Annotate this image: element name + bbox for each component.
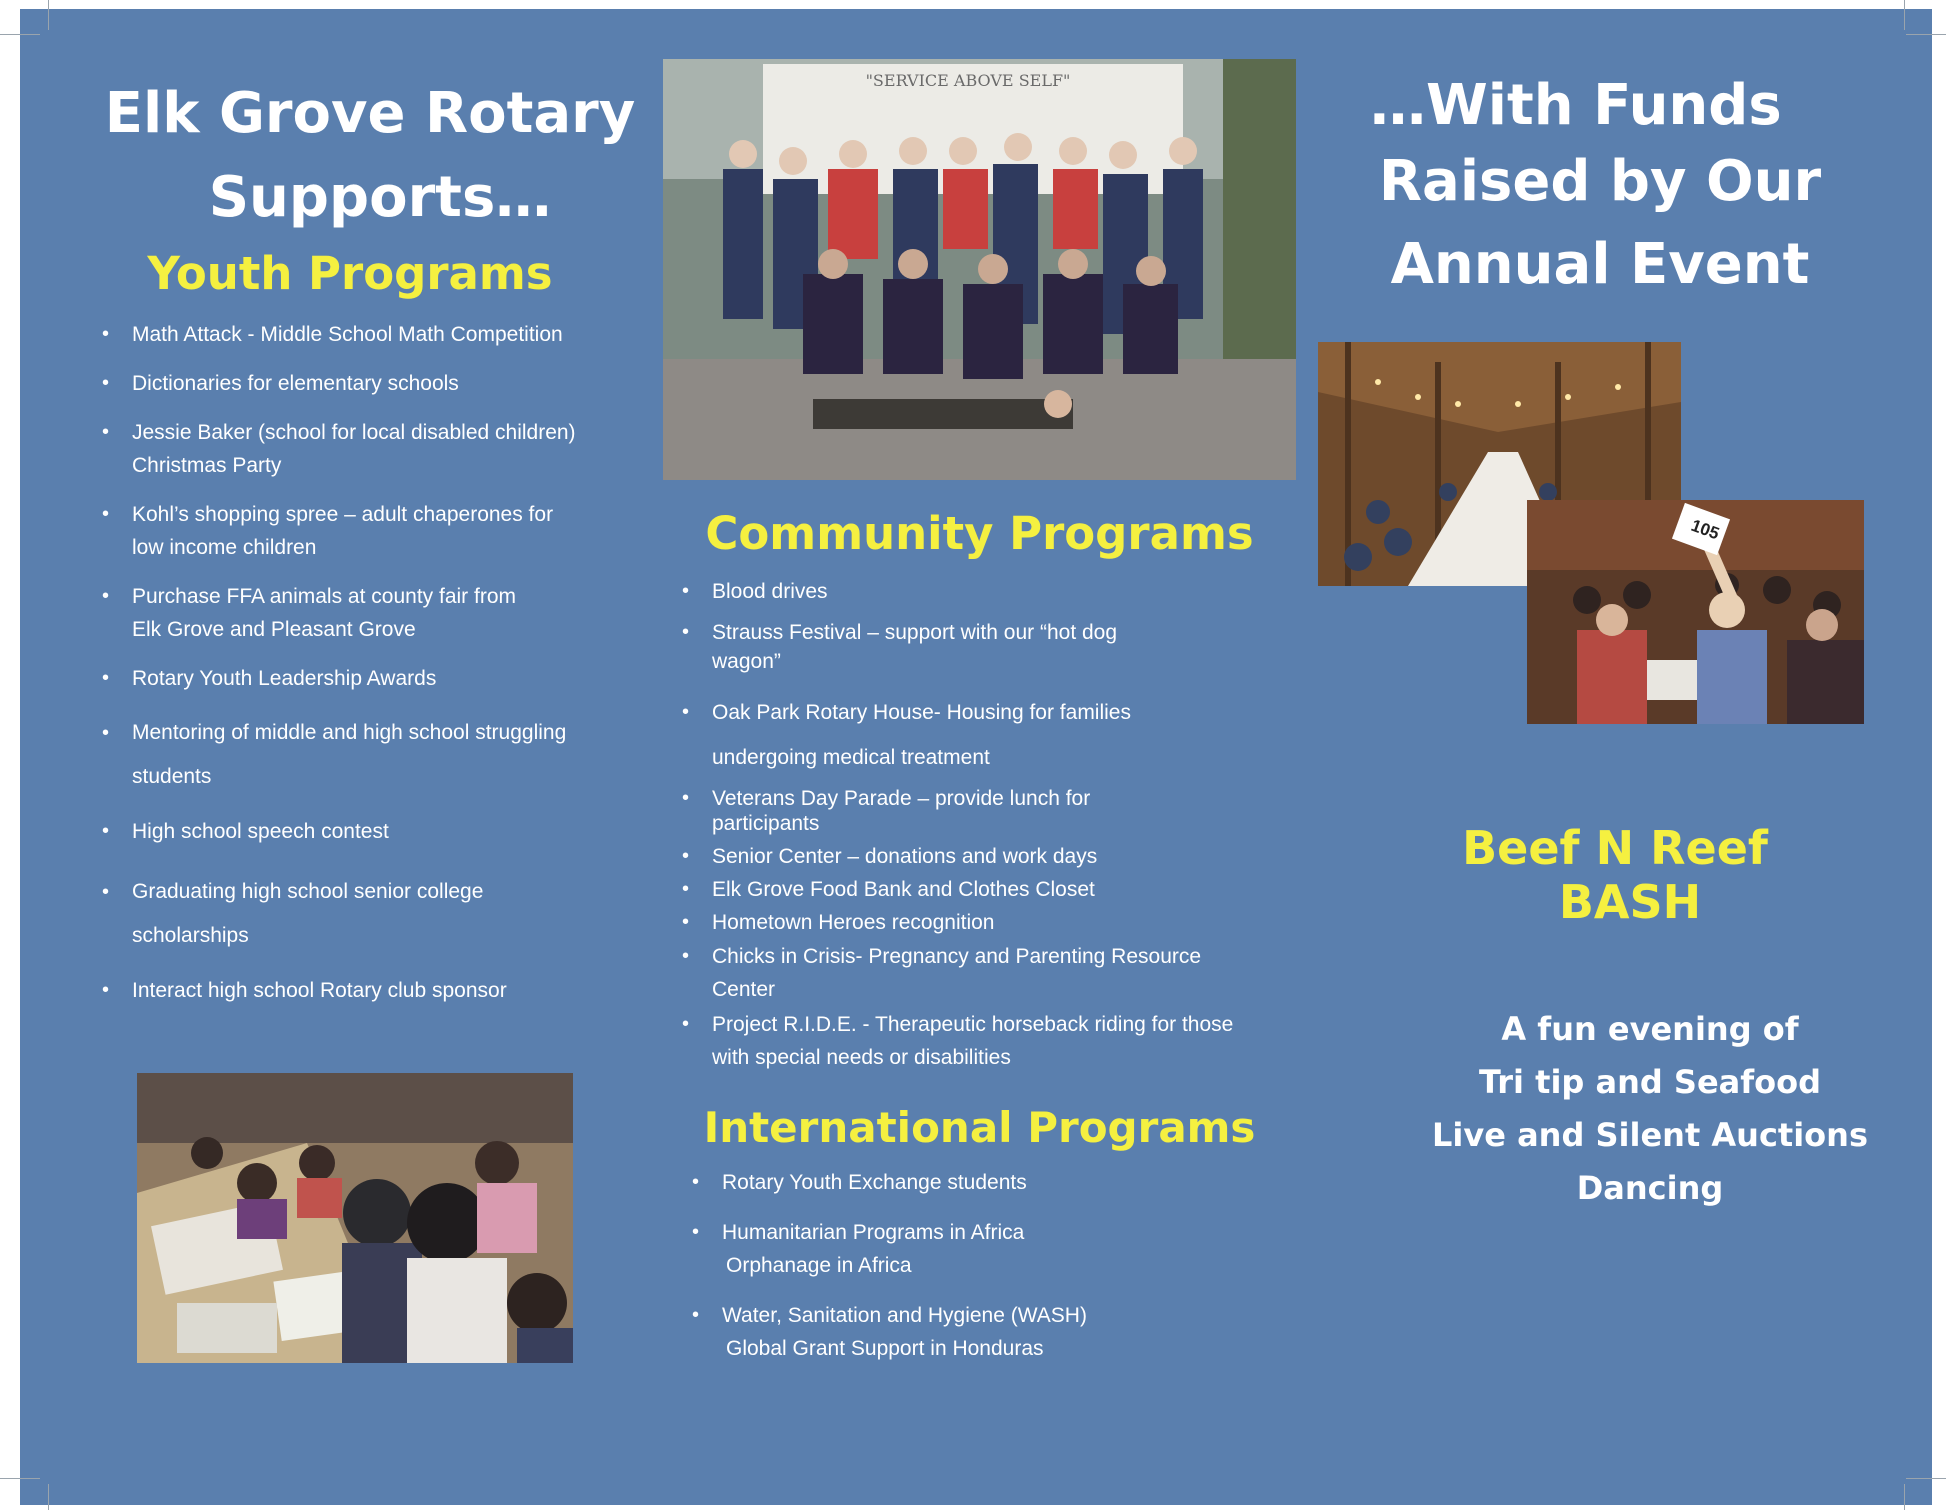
- event-name-line1: Beef N Reef: [1462, 821, 1768, 875]
- event-description: [1420, 1003, 1880, 1215]
- left-title-line2: Supports…: [208, 165, 552, 230]
- list-item: • Veterans Day Parade – provide lunch for participants: [680, 786, 1320, 836]
- crop-mark-top-right: [1906, 34, 1946, 35]
- event-line: Live and Silent Auctions: [1432, 1116, 1868, 1154]
- community-programs-list: [680, 575, 1320, 1074]
- crop-mark-bottom-left: [0, 1478, 40, 1479]
- list-item: • Rotary Youth Leadership Awards: [100, 662, 660, 695]
- list-item: • Mentoring of middle and high school struggling students: [100, 711, 660, 799]
- crop-mark-top-left-v: [48, 0, 49, 30]
- group-photo: [663, 59, 1296, 480]
- left-title: [90, 72, 650, 240]
- list-item: • Purchase FFA animals at county fair from Elk Grove and Pleasant Grove: [100, 580, 660, 646]
- right-title-line2: Raised by Our: [1378, 149, 1822, 214]
- list-item: • Senior Center – donations and work days: [680, 840, 1320, 873]
- event-line: Tri tip and Seafood: [1478, 1063, 1822, 1101]
- international-programs-list: [690, 1166, 1310, 1365]
- auction-crowd-photo: [1527, 500, 1864, 724]
- list-item: • Kohl’s shopping spree – adult chaperones for low income children: [100, 498, 660, 564]
- right-title-line1: …With Funds: [1370, 73, 1782, 138]
- list-item: • Project R.I.D.E. - Therapeutic horseback riding for those with special needs or disabilities: [680, 1008, 1320, 1074]
- event-line: Dancing: [1576, 1169, 1724, 1207]
- list-item: • Chicks in Crisis- Pregnancy and Parenting Resource Center: [680, 940, 1320, 1006]
- list-item: • High school speech contest: [100, 815, 660, 848]
- list-item: • Strauss Festival – support with our “hot dog wagon”: [680, 618, 1320, 676]
- list-item: • Jessie Baker (school for local disabled children) Christmas Party: [100, 416, 660, 482]
- international-programs-heading: International Programs: [703, 1103, 1256, 1152]
- event-name: [1400, 821, 1830, 929]
- list-item: • Blood drives: [680, 575, 1320, 608]
- event-line: A fun evening of: [1501, 1010, 1799, 1048]
- list-item: • Math Attack - Middle School Math Competition: [100, 318, 660, 351]
- community-programs-heading: Community Programs: [705, 507, 1254, 560]
- photo-banner-text: "SERVICE ABOVE SELF": [865, 71, 1071, 90]
- crop-mark-bottom-right: [1906, 1478, 1946, 1479]
- list-item: • Dictionaries for elementary schools: [100, 367, 660, 400]
- list-item: • Graduating high school senior college scholarships: [100, 870, 660, 958]
- crop-mark-top-left: [0, 34, 40, 35]
- list-item: • Humanitarian Programs in Africa Orphanage in Africa: [690, 1216, 1310, 1282]
- left-title-line1: Elk Grove Rotary: [104, 81, 636, 146]
- event-name-line2: BASH: [1558, 875, 1702, 929]
- right-title-line3: Annual Event: [1390, 232, 1810, 297]
- youth-programs-list: [100, 318, 660, 1007]
- youth-programs-heading: Youth Programs: [147, 247, 553, 300]
- crop-mark-top-right-v: [1904, 0, 1905, 30]
- paddle-number: 105: [1688, 515, 1722, 544]
- crop-mark-bottom-left-v: [48, 1484, 49, 1510]
- list-item: • Interact high school Rotary club sponsor: [100, 974, 660, 1007]
- classroom-photo: [137, 1073, 573, 1363]
- list-item: • Rotary Youth Exchange students: [690, 1166, 1310, 1199]
- right-title: [1350, 68, 1850, 310]
- list-item: • Elk Grove Food Bank and Clothes Closet: [680, 873, 1320, 906]
- list-item: • Water, Sanitation and Hygiene (WASH) Global Grant Support in Honduras: [690, 1299, 1310, 1365]
- list-item: • Hometown Heroes recognition: [680, 906, 1320, 939]
- list-item: • Oak Park Rotary House- Housing for families undergoing medical treatment: [680, 690, 1320, 780]
- crop-mark-bottom-right-v: [1904, 1484, 1905, 1510]
